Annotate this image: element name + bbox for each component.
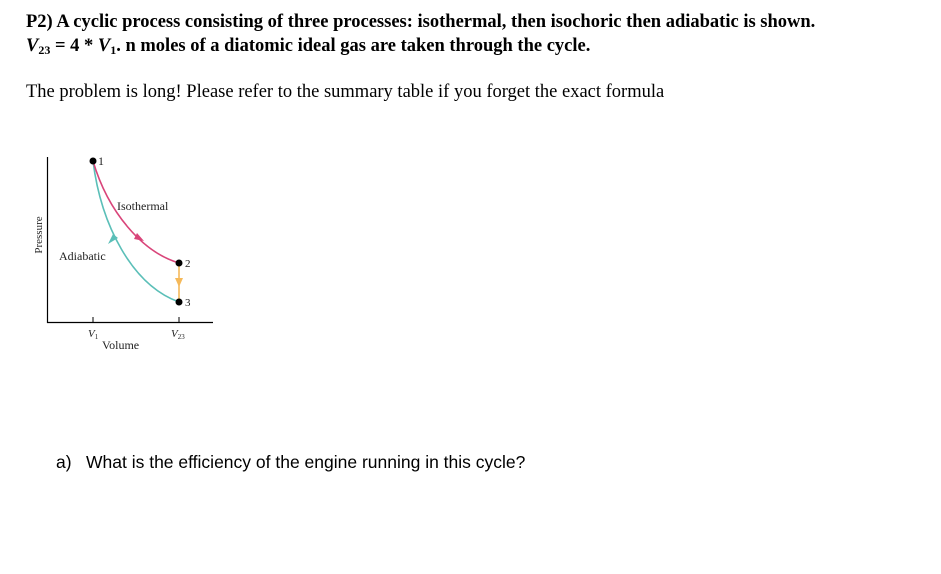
state-point-1 <box>90 158 97 165</box>
summary-table-note: The problem is long! Please refer to the summary table if you forget the exact formula <box>26 82 665 102</box>
adiabatic-label: Adiabatic <box>59 249 106 263</box>
equation-middle: = 4 * <box>50 36 98 56</box>
problem-statement-rest: . n moles of a diatomic ideal gas are taken through the cycle. <box>116 36 591 56</box>
question-a-label: a) <box>56 452 72 472</box>
point-1-label: 1 <box>98 154 104 168</box>
isothermal-arrow-icon <box>134 233 144 241</box>
v1-tick-label: V1 <box>88 328 99 341</box>
v23-tick-label: V23 <box>171 328 185 341</box>
volume-axis-label: Volume <box>102 338 140 352</box>
isothermal-label: Isothermal <box>117 199 169 213</box>
v1-symbol: $V_1$ <box>97 36 117 57</box>
state-point-2 <box>176 260 183 267</box>
v23-symbol: $V_{23}$ <box>26 36 51 57</box>
isochoric-arrow-icon <box>175 278 183 287</box>
question-a-text: What is the efficiency of the engine running in this cycle? <box>86 452 526 472</box>
adiabatic-curve <box>93 161 179 302</box>
point-2-label: 2 <box>185 258 191 270</box>
point-3-label: 3 <box>185 297 191 309</box>
question-a <box>56 452 525 473</box>
state-point-3 <box>176 299 183 306</box>
pressure-axis-label: Pressure <box>33 216 45 254</box>
problem-statement-line1: P2) A cyclic process consisting of three processes: isothermal, then isochoric then adiabatic is shown. <box>26 12 816 32</box>
